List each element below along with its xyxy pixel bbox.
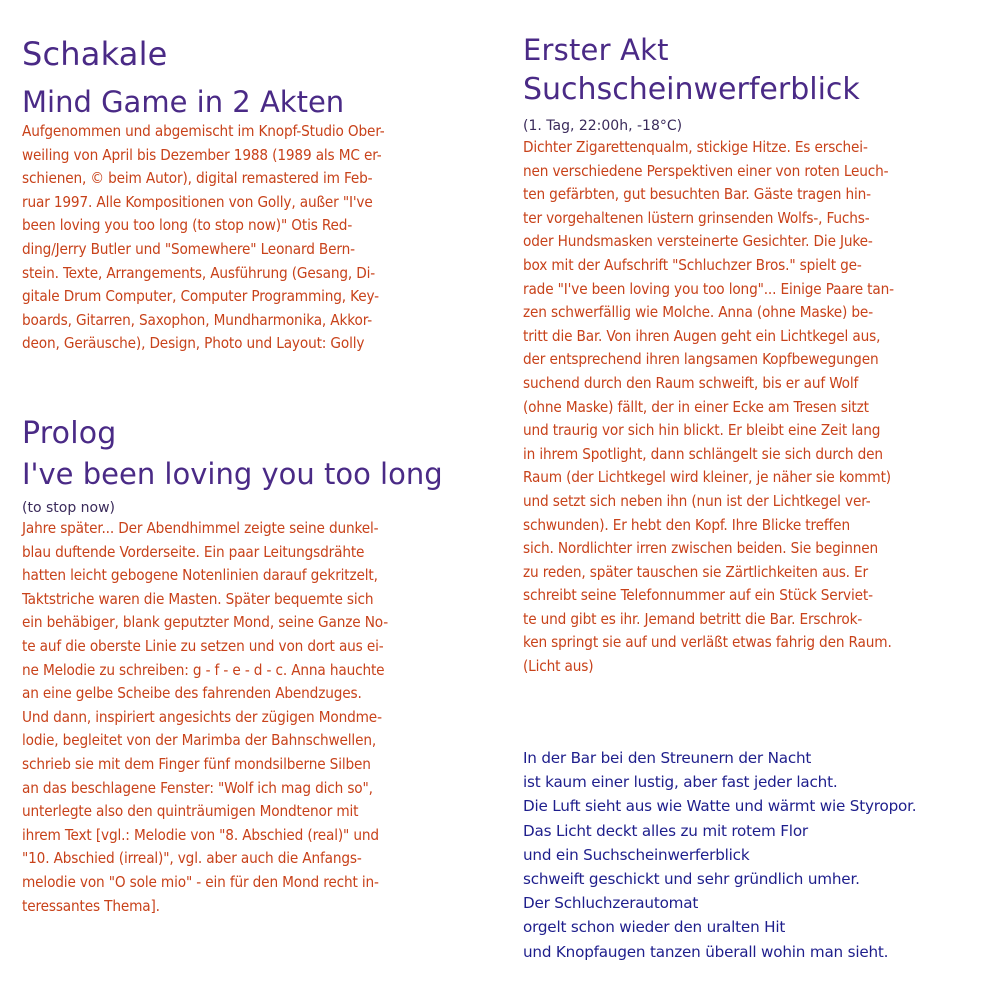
act-note: (1. Tag, 22:00h, -18°C) bbox=[523, 118, 683, 134]
act-line: suchend durch den Raum schweift, bis er auf Wolf bbox=[523, 373, 859, 392]
credits-line: stein. Texte, Arrangements, Ausführung (Gesang, Di- bbox=[22, 263, 376, 282]
credits-line: boards, Gitarren, Saxophon, Mundharmonika, Akkor- bbox=[22, 310, 372, 329]
act-line: box mit der Aufschrift "Schluchzer Bros." spielt ge- bbox=[523, 255, 862, 274]
prolog-heading: Prolog bbox=[22, 416, 117, 451]
act-line: ken springt sie auf und verläßt etwas fahrig den Raum. bbox=[523, 633, 892, 652]
lyric-line: schweift geschickt und sehr gründlich umher. bbox=[523, 870, 860, 889]
prolog-line: Jahre später... Der Abendhimmel zeigte seine dunkel- bbox=[22, 519, 379, 537]
prolog-line: lodie, begleitet von der Marimba der Bahnschwellen, bbox=[22, 731, 377, 750]
act-line: nen verschiedene Perspektiven einer von roten Leuch- bbox=[523, 161, 889, 180]
lyrics bbox=[523, 746, 975, 964]
act-line: in ihrem Spotlight, dann schlängelt sie sich durch den bbox=[523, 444, 883, 463]
act-line: sich. Nordlichter irren zwischen beiden. Sie beginnen bbox=[523, 539, 879, 558]
credits-text bbox=[22, 120, 474, 356]
album-subtitle: Mind Game in 2 Akten bbox=[22, 85, 345, 119]
act-line: te und gibt es ihr. Jemand betritt die Bar. Erschrok- bbox=[523, 609, 863, 628]
prolog-line: melodie von "O sole mio" - ein für den Mond recht in- bbox=[22, 872, 379, 891]
prolog-line: schrieb sie mit dem Finger fünf mondsilberne Silben bbox=[22, 754, 371, 773]
prolog-title: I've been loving you too long bbox=[22, 457, 443, 491]
lyric-line: ist kaum einer lustig, aber fast jeder lacht. bbox=[523, 773, 838, 792]
lyric-line: und ein Suchscheinwerferblick bbox=[523, 845, 750, 864]
act-line: und setzt sich neben ihn (nun ist der Lichtkegel ver- bbox=[523, 491, 871, 510]
prolog-note: (to stop now) bbox=[22, 500, 116, 516]
prolog-line: ihrem Text [vgl.: Melodie von "8. Abschied (real)" und bbox=[22, 825, 379, 844]
lyric-line: orgelt schon wieder den uralten Hit bbox=[523, 918, 786, 937]
act-line: ten gefärbten, gut besuchten Bar. Gäste tragen hin- bbox=[523, 185, 871, 204]
act-line: zu reden, später tauschen sie Zärtlichkeiten aus. Er bbox=[523, 562, 869, 581]
credits-line: Aufgenommen und abgemischt im Knopf-Studio Ober- bbox=[22, 122, 385, 140]
lyric-line: Der Schluchzerautomat bbox=[523, 894, 699, 913]
act-line: (ohne Maske) fällt, der in einer Ecke am Tresen sitzt bbox=[523, 397, 869, 416]
prolog-line: "10. Abschied (irreal)", vgl. aber auch die Anfangs- bbox=[22, 849, 362, 868]
credits-line: gitale Drum Computer, Computer Programming, Key- bbox=[22, 287, 379, 306]
lyric-line: In der Bar bei den Streunern der Nacht bbox=[523, 749, 812, 767]
credits-line: deon, Geräusche), Design, Photo und Layout: Golly bbox=[22, 334, 365, 353]
credits-line: schienen, © beim Autor), digital remastered im Feb- bbox=[22, 169, 373, 188]
act-text bbox=[523, 136, 975, 679]
prolog-line: ein behäbiger, blank geputzter Mond, seine Ganze No- bbox=[22, 613, 389, 632]
lyric-line: Die Luft sieht aus wie Watte und wärmt wie Styropor. bbox=[523, 797, 917, 816]
lyric-line: und Knopfaugen tanzen überall wohin man sieht. bbox=[523, 942, 889, 961]
prolog-line: an eine gelbe Scheibe des fahrenden Abendzuges. bbox=[22, 684, 362, 703]
credits-line: weiling von April bis Dezember 1988 (1989 als MC er- bbox=[22, 145, 382, 164]
act-title: Suchscheinwerferblick bbox=[523, 72, 860, 107]
act-line: schwunden). Er hebt den Kopf. Ihre Blicke treffen bbox=[523, 515, 850, 534]
prolog-text bbox=[22, 517, 474, 918]
act-line: Dichter Zigarettenqualm, stickige Hitze. Es erschei- bbox=[523, 138, 868, 156]
act-line: schreibt seine Telefonnummer auf ein Stück Serviet- bbox=[523, 586, 873, 605]
act-line: (Licht aus) bbox=[523, 657, 594, 676]
prolog-line: Taktstriche waren die Masten. Später bequemte sich bbox=[22, 589, 374, 608]
act-line: der entsprechend ihren langsamen Kopfbewegungen bbox=[523, 350, 879, 369]
prolog-line: teressantes Thema]. bbox=[22, 896, 160, 915]
prolog-line: te auf die oberste Linie zu setzen und von dort aus ei- bbox=[22, 636, 384, 655]
credits-line: ruar 1997. Alle Kompositionen von Golly, außer "I've bbox=[22, 192, 373, 211]
act-line: und traurig vor sich hin blickt. Er bleibt eine Zeit lang bbox=[523, 421, 881, 440]
prolog-line: hatten leicht gebogene Notenlinien darauf gekritzelt, bbox=[22, 566, 378, 585]
act-line: zen schwerfällig wie Molche. Anna (ohne Maske) be- bbox=[523, 303, 873, 322]
prolog-line: an das beschlagene Fenster: "Wolf ich mag dich so", bbox=[22, 778, 373, 797]
credits-line: ding/Jerry Butler und "Somewhere" Leonard Bern- bbox=[22, 239, 355, 258]
prolog-line: ne Melodie zu schreiben: g - f - e - d - c. Anna hauchte bbox=[22, 660, 385, 679]
act-line: oder Hundsmasken versteinerte Gesichter. Die Juke- bbox=[523, 232, 873, 251]
act-heading: Erster Akt bbox=[523, 33, 669, 67]
act-line: rade "I've been loving you too long"... Einige Paare tan- bbox=[523, 279, 894, 298]
act-line: ter vorgehaltenen lüstern grinsenden Wolfs-, Fuchs- bbox=[523, 208, 870, 227]
act-line: Raum (der Lichtkegel wird kleiner, je näher sie kommt) bbox=[523, 468, 891, 487]
prolog-line: blau duftende Vorderseite. Ein paar Leitungsdrähte bbox=[22, 542, 365, 561]
album-title: Schakale bbox=[22, 35, 168, 73]
lyric-line: Das Licht deckt alles zu mit rotem Flor bbox=[523, 821, 808, 840]
prolog-line: unterlegte also den quinträumigen Mondtenor mit bbox=[22, 802, 359, 821]
prolog-line: Und dann, inspiriert angesichts der zügigen Mondme- bbox=[22, 707, 382, 726]
credits-line: been loving you too long (to stop now)" Otis Red- bbox=[22, 216, 353, 235]
act-line: tritt die Bar. Von ihren Augen geht ein Lichtkegel aus, bbox=[523, 326, 881, 345]
